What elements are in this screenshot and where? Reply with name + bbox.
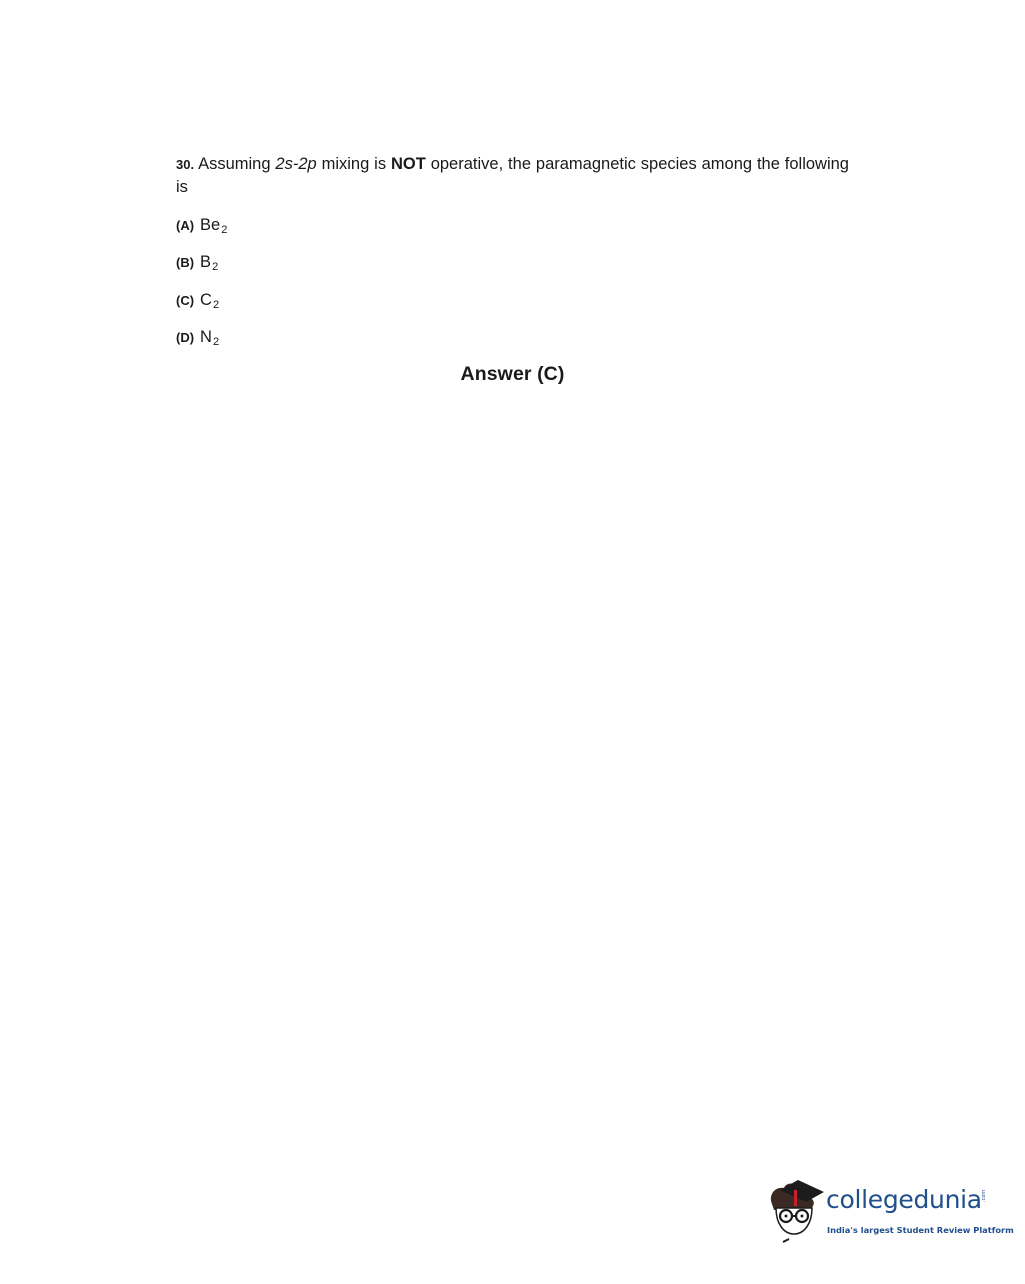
answer-text: Answer (C)	[460, 363, 565, 385]
option-subscript: 2	[212, 261, 219, 273]
mascot-icon	[766, 1176, 826, 1248]
option-species: B	[200, 253, 212, 271]
option-b	[176, 251, 218, 278]
collegedunia-logo	[766, 1176, 1014, 1248]
question-italic-term: 2s-2p	[275, 155, 317, 173]
option-subscript: 2	[221, 224, 228, 236]
question-text	[176, 153, 849, 199]
option-species: C	[200, 291, 212, 309]
option-c	[176, 289, 219, 316]
option-subscript: 2	[212, 336, 220, 348]
option-subscript: 2	[212, 299, 220, 311]
option-label: (C)	[176, 293, 195, 308]
option-d	[176, 326, 219, 353]
question-number: 30.	[176, 157, 195, 172]
option-label: (B)	[176, 255, 195, 270]
option-label: (D)	[176, 330, 195, 345]
question-text-after: operative, the paramagnetic species among the following is	[176, 155, 849, 196]
question-bold-term: NOT	[390, 155, 426, 173]
logo-tagline: India's largest Student Review Platform	[827, 1225, 1014, 1235]
option-a	[176, 214, 227, 241]
option-label: (A)	[176, 218, 195, 233]
logo-domain-suffix: .com	[981, 1189, 987, 1202]
option-species: N	[200, 328, 212, 346]
option-species: Be	[200, 216, 221, 234]
question-text-before: Assuming	[198, 155, 276, 173]
logo-wordmark: collegedunia	[826, 1185, 982, 1214]
question-text-middle: mixing is	[316, 155, 391, 173]
